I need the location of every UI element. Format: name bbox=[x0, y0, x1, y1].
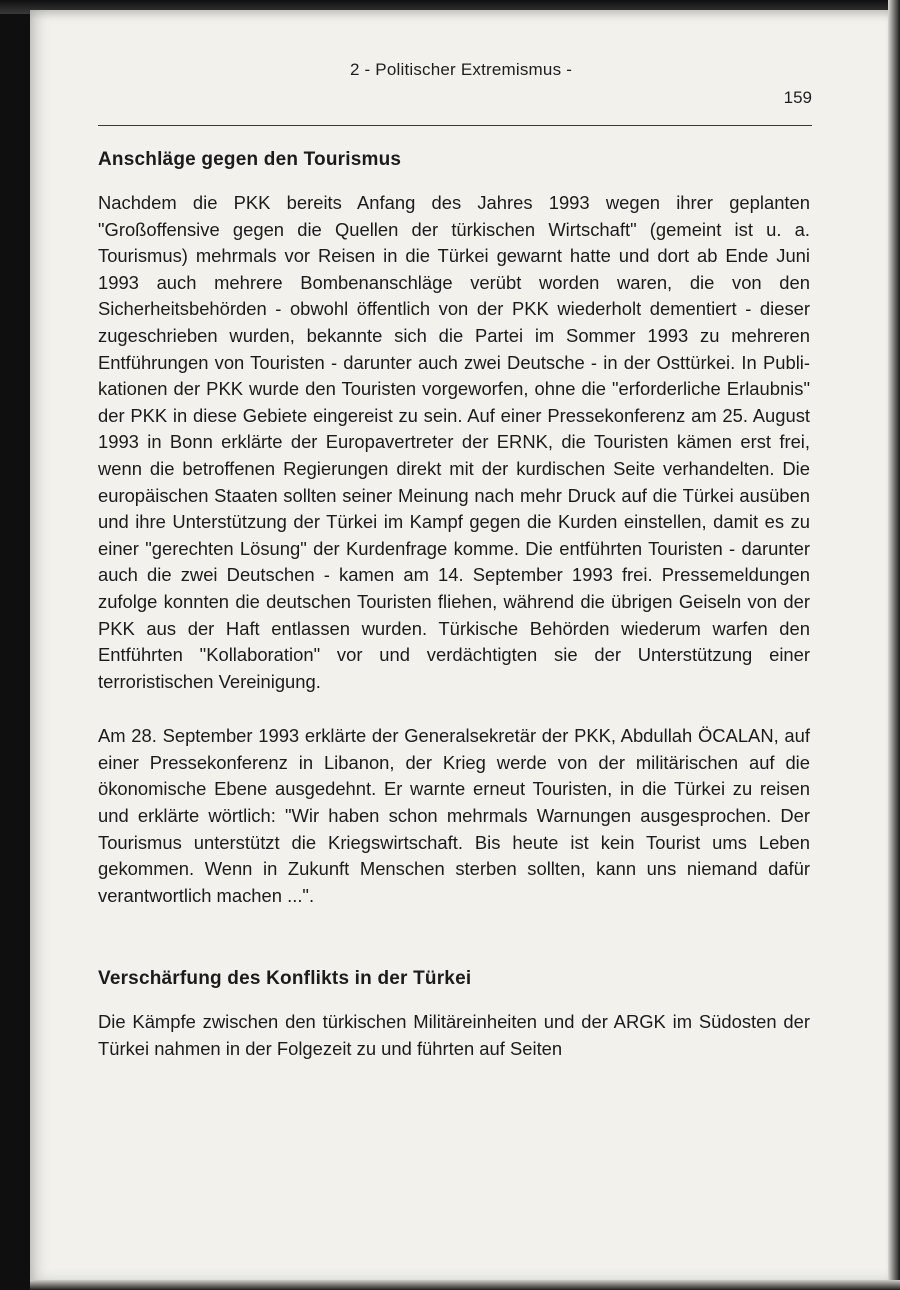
paragraph-spacer bbox=[98, 695, 810, 723]
paragraph-ocalan-statement: Am 28. September 1993 erklärte der Generalsekretär der PKK, Abdullah ÖCALAN, auf einer Pressekonferenz in Libanon, der Krieg werde von der militärischen auf die ökonomische Ebene ausgedehnt. Er warnte erneut Touristen, in die Türkei zu reisen und erklärte wörtlich: "Wir haben schon mehrmals Warnungen ausgesprochen. Der Tourismus unterstützt die Kriegswirtschaft. Bis heute ist kein Tourist ums Leben gekommen. Wenn in Zukunft Menschen sterben sollten, kann uns niemand dafür verantwortlich machen ...". bbox=[98, 725, 810, 906]
running-head: 2 - Politischer Extremismus - bbox=[349, 60, 573, 79]
book-page bbox=[30, 10, 892, 1282]
page-edge-right bbox=[888, 0, 900, 1290]
paragraph-conflict-escalation: Die Kämpfe zwischen den türkischen Militäreinheiten und der ARGK im Südosten der Türkei nahmen in der Folgezeit zu und führten auf Seiten bbox=[98, 1011, 810, 1060]
page-edge-bottom bbox=[30, 1280, 900, 1290]
section-heading-tourism: Anschläge gegen den Tourismus bbox=[98, 149, 402, 170]
header-rule bbox=[98, 125, 812, 126]
page-number: 159 bbox=[783, 88, 812, 107]
section-heading-conflict: Verschärfung des Konflikts in der Türkei bbox=[98, 968, 472, 990]
section-spacer bbox=[98, 909, 810, 965]
page-body bbox=[98, 146, 810, 1063]
paragraph-tourism-attacks: Nachdem die PKK bereits Anfang des Jahres 1993 wegen ihrer geplanten "Großoffensive gegen die Quellen der türkischen Wirtschaft" (gemeint ist u. a. Tourismus) mehrmals vor Reisen in die Türkei gewarnt hatte und dort ab Ende Juni 1993 auch mehrere Bombenanschläge verübt worden waren, die von den Sicherheitsbehörden - obwohl öffentlich von der PKK wiederholt dementiert - dieser zugeschrieben wurden, bekannte sich die Partei im Sommer 1993 zu mehreren Entführungen von Touristen - darunter auch zwei Deutsche - in der Osttürkei. In Publikationen der PKK wurde den Touristen vorgeworfen, ohne die "erforderliche Erlaubnis" der PKK in diese Gebiete eingereist zu sein. Auf einer Pressekonferenz am 25. August 1993 in Bonn erklärte der Europavertreter der ERNK, die Touristen kämen erst frei, wenn die betroffenen Regierungen direkt mit der kurdischen Seite verhandelten. Die europäischen Staaten sollten seiner Meinung nach mehr Druck auf die Türkei ausüben und ihre Unterstützung der Türkei im Kampf gegen die Kurden einstellen, damit es zu einer "gerechten Lösung" der Kurdenfrage komme. Die entführten Touristen - darunter auch die zwei Deutschen - kamen am 14. September 1993 frei. Pressemeldungen zufolge konnten die deutschen Touristen fliehen, während die übrigen Geiseln von der PKK aus der Haft entlassen wurden. Türkische Behörden wiederum warfen den Entführten "Kollaboration" vor und verdächtigten sie der Unterstützung einer terroristischen Vereinigung. bbox=[98, 192, 810, 692]
